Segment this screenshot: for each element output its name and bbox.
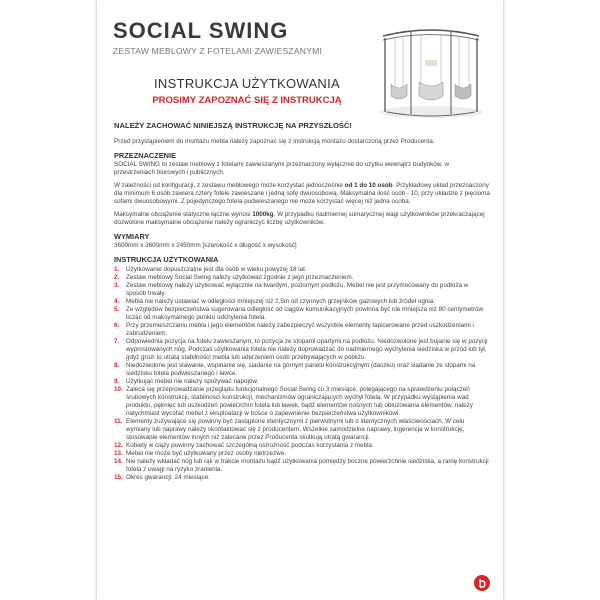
purpose-paragraph-3: Maksymalne obciążenie statyczne łączne wynosi 1000kg. W przypadku nadmiernej sumarycznej wagi użytkowników przekraczającej dozwolone maksymalne obciążenie należy ograniczyć liczbę użytkowników. [114, 211, 485, 226]
list-item: 14. Nie należy wkładać nóg lub rąk w trakcie montażu bądź użytkowania pomiędzy boczne powierzchnie siedziska, a ramę konstrukcji fotela z uwagi na ryzyko zranienia. [114, 458, 489, 473]
instruction-title: INSTRUKCJA UŻYTKOWANIA [154, 76, 340, 91]
keep-instructions-notice: NALEŻY ZACHOWAĆ NINIEJSZĄ INSTRUKCJĘ NA PRZYSZŁOŚĆ! [114, 121, 352, 130]
brand-logo-icon [474, 575, 490, 591]
purpose-paragraph-2: W zależności od konfiguracji, z zestawu meblowego może korzystać jednocześnie od 1 do 10 osób. Przykładowy układ przeznaczony dla minimum 6 osób zawiera cztery fotele zawieszane i jedną sofę dwuosobową. Maksymalna ilość osób - 10, przy układzie z pięcioma sofami dwuosobowymi. Z pojedynczego fotela podwieszanego nie może korzystać więcej niż jedna osoba. [114, 182, 490, 205]
document-body [114, 122, 490, 482]
product-image [373, 20, 489, 120]
list-item: 4. Mebla nie należy ustawiać w odległości mniejszej niż 2,5m od czynnych grzejników gazowych lub źródeł ognia. [114, 298, 436, 305]
document-page [97, 0, 503, 600]
dimensions-heading: WYMIARY [114, 232, 150, 241]
list-item: 7. Odpowiednia pozycja na fotelu zawieszanym, to pozycja ze stopami opartymi na podłożu. Niedozwolone jest bujanie się w pozycji wyprostowanych nóg. Podczas użytkowania fotela nie należy doprowadzać do nadmiernego wychylenia siedziska w przód lub tył, gdyż grozi to utratą stabilności mebla lub uderzeniem osób przebywających w pobliżu. [114, 338, 488, 361]
list-item: 9. Użytkując mebel nie należy spożywać napojów. [114, 378, 259, 385]
list-item: 8. Niedozwolone jest stawanie, wspinanie się, siadanie na górnym panelu konstrukcyjnym (daszku) oraz siadanie ze stopami na siedzisku fotela podwieszanego i ławce. [114, 362, 476, 377]
product-title: SOCIAL SWING [113, 18, 289, 43]
list-item: 1. Użytkowanie dopuszczalne jest dla osób w wieku powyżej 18 lat. [114, 266, 307, 273]
usage-heading: INSTRUKCJA UŻYTKOWANIA [114, 255, 219, 264]
list-item: 2. Zestaw meblowy Social Swing należy użytkować zgodnie z jego przeznaczeniem. [114, 274, 354, 281]
list-item: 13. Mebel nie może być użytkowany przez osoby nietrzeźwe. [114, 450, 286, 457]
product-subtitle: ZESTAW MEBLOWY Z FOTELAMI ZAWIESZANYMI [113, 46, 323, 56]
list-item: 12. Kobiety w ciąży powinny zachować szczególną ostrożność podczas korzystania z mebla. [114, 442, 374, 449]
list-item: 15. Okres gwarancji: 24 miesiące. [114, 474, 210, 481]
list-item: 3. Zestaw meblowy należy użytkować wyłącznie na twardym, poziomym podłożu. Mebel nie jest przymocowany do podłoża w sposób trwały. [114, 282, 469, 297]
purpose-heading: PRZEZNACZENIE [114, 151, 177, 160]
purpose-paragraph-1: SOCIAL SWING to zestaw meblowy z fotelami zawieszanymi przeznaczony wyłącznie do użytku wewnątrz budynków, w przestrzeniach biurowych i publicznych. [114, 161, 450, 176]
list-item: 5. Ze względów bezpieczeństwa sugerowana odległość od ciągów komunikacyjnych powinna być nie mniejsza niż 80 centymetrów licząc od maksymalnego punktu odchylenia fotela. [114, 306, 484, 321]
instruction-subtitle: PROSIMY ZAPOZNAĆ SIĘ Z INSTRUKCJĄ [152, 95, 342, 106]
list-item: 11. Elementy zużywające się powinny być zastąpione identycznymi z pierwotnymi lub o identycznych właściwościach. W celu wymiany lub naprawy należy skontaktować się z producentem. Wszelkie samodzielne naprawy, ingerencja w konstrukcję, stosowanie elementów innych niż zalecane przez Producenta skutkują utratą gwarancji. [114, 418, 465, 441]
list-item: 10. Zaleca się przeprowadzanie przeglądu funkcjonalnego Social Swing co 3 miesiące, polegającego na sprawdzeniu połączeń śrubowych konstrukcji, stabilności konstrukcji, mechanizmów ograniczających wychył fotela. W przypadku wystąpienia wad produktu, pęknięć lub uszkodzeń powierzchni fotela lub ławek, bądź elementów nośnych lub obluzowania elementów, należy natychmiast wycofać mebel z eksploatacji w trosce o zapewnienie bezpieczeństwa użytkownikowi. [114, 386, 473, 417]
usage-list [114, 266, 490, 482]
intro-paragraph: Przed przystąpieniem do montażu mebla należy zapoznać się z instrukcją montażu dostarczoną przez Producenta. [114, 138, 435, 145]
dimensions-value: 3600mm x 3600mm x 2450mm [szerokość x długość x wysokość] [114, 242, 297, 249]
list-item: 6. Przy przemieszczaniu mebla i jego elementów należy zabezpieczyć wszystkie elementy tapicerowane przed uszkodzeniami i zabrudzeniem. [114, 322, 474, 337]
